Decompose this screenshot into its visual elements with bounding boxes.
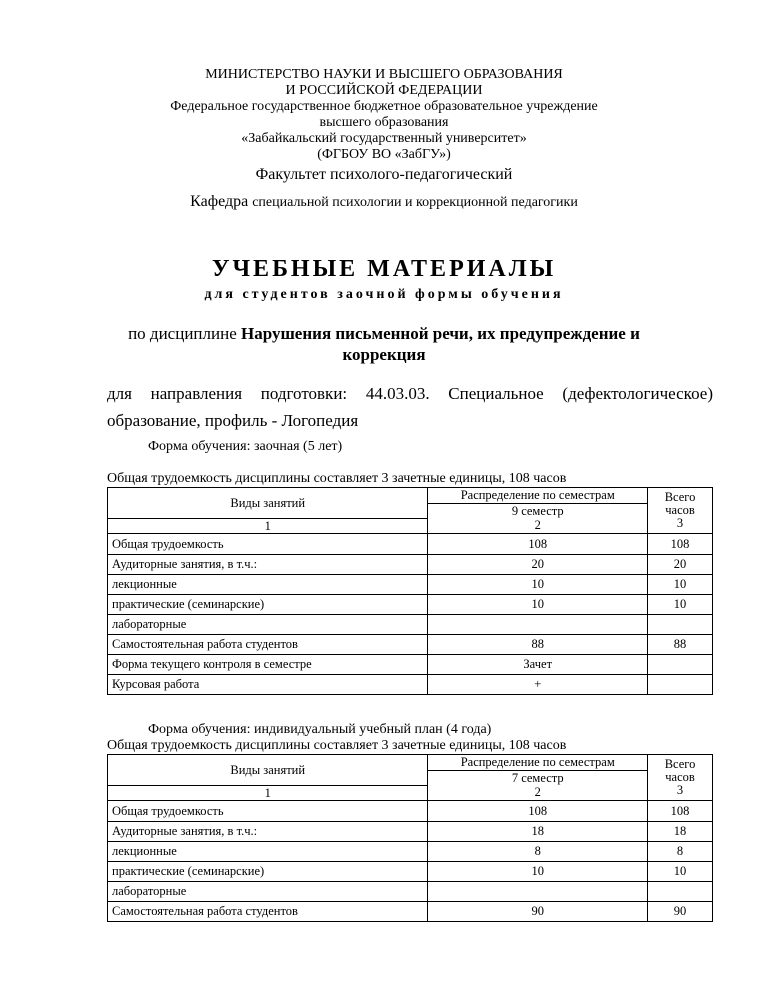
row-total-value: 20 [648, 555, 713, 575]
row-semester-value [428, 882, 648, 902]
total-workload-1: Общая трудоемкость дисциплины составляет 3 зачетные единицы, 108 часов [107, 471, 567, 486]
col-total-hours [648, 755, 713, 801]
discipline-prefix: по дисциплине [128, 324, 237, 343]
ministry-line-2: И РОССИЙСКОЙ ФЕДЕРАЦИИ [285, 83, 483, 98]
col-number-2: 2 [428, 519, 648, 534]
university-name: «Забайкальский государственный университет» [241, 131, 527, 146]
col-number-2: 2 [428, 786, 648, 801]
col-total-hours [648, 488, 713, 534]
col-number-3: 3 [676, 783, 684, 797]
document-title: УЧЕБНЫЕ МАТЕРИАЛЫ [211, 256, 557, 282]
row-total-value: 10 [648, 862, 713, 882]
row-total-value: 108 [648, 534, 713, 555]
row-label: лабораторные [108, 615, 428, 635]
row-semester-value: 10 [428, 862, 648, 882]
discipline-line-2 [0, 344, 768, 365]
document-subtitle: для студентов заочной формы обучения [204, 287, 564, 302]
table-row [108, 534, 713, 555]
row-total-value: 108 [648, 801, 713, 822]
col-activity-types: Виды занятий [108, 755, 428, 786]
row-total-value: 10 [648, 595, 713, 615]
row-semester-value: 10 [428, 575, 648, 595]
row-semester-value: Зачет [428, 655, 648, 675]
discipline-name-part-1: Нарушения письменной речи, их предупреждение и [241, 324, 640, 343]
row-label: Самостоятельная работа студентов [108, 902, 428, 922]
col-semester: 7 семестр [428, 770, 648, 785]
row-total-value [648, 882, 713, 902]
faculty-name: Факультет психолого-педагогический [255, 166, 513, 183]
row-semester-value: 90 [428, 902, 648, 922]
col-total-word: Всего [664, 757, 696, 771]
table-row [108, 822, 713, 842]
row-total-value [648, 675, 713, 695]
table-row [108, 801, 713, 822]
row-semester-value: 108 [428, 801, 648, 822]
row-total-value: 8 [648, 842, 713, 862]
table-row [108, 615, 713, 635]
table-row [108, 902, 713, 922]
row-semester-value: 18 [428, 822, 648, 842]
institution-type-line: Федеральное государственное бюджетное образовательное учреждение [170, 99, 598, 114]
discipline-name-part-2: коррекция [342, 345, 426, 364]
table-row [108, 862, 713, 882]
department-name: специальной психологии и коррекционной педагогики [252, 195, 578, 210]
table-row [108, 635, 713, 655]
col-number-3: 3 [676, 516, 684, 530]
col-number-1: 1 [108, 786, 428, 801]
row-semester-value: 10 [428, 595, 648, 615]
col-total-word: Всего [664, 490, 696, 504]
direction-line-1: для направления подготовки: 44.03.03. Специальное (дефектологическое) [107, 384, 713, 403]
row-label: Аудиторные занятия, в т.ч.: [108, 822, 428, 842]
table-row [108, 882, 713, 902]
hours-table-1 [107, 487, 713, 695]
row-label: лабораторные [108, 882, 428, 902]
row-label: лекционные [108, 575, 428, 595]
row-total-value: 90 [648, 902, 713, 922]
table-number-row [108, 519, 713, 534]
row-label: Курсовая работа [108, 675, 428, 695]
table-header-row [108, 488, 713, 504]
row-label: Форма текущего контроля в семестре [108, 655, 428, 675]
row-label: Общая трудоемкость [108, 801, 428, 822]
col-number-1: 1 [108, 519, 428, 534]
discipline-line-1 [0, 323, 768, 344]
row-semester-value: 8 [428, 842, 648, 862]
table-header-row [108, 755, 713, 771]
table-row [108, 842, 713, 862]
table-row [108, 655, 713, 675]
row-semester-value: 88 [428, 635, 648, 655]
row-label: практические (семинарские) [108, 862, 428, 882]
col-hours-word: часов [665, 503, 695, 517]
col-semester: 9 семестр [428, 503, 648, 518]
row-label: лекционные [108, 842, 428, 862]
row-label: Аудиторные занятия, в т.ч.: [108, 555, 428, 575]
university-abbreviation: (ФГБОУ ВО «ЗабГУ») [317, 147, 451, 162]
row-total-value: 88 [648, 635, 713, 655]
row-label: Самостоятельная работа студентов [108, 635, 428, 655]
hours-table-2 [107, 754, 713, 922]
department-prefix: Кафедра [190, 193, 249, 210]
col-activity-types: Виды занятий [108, 488, 428, 519]
row-total-value [648, 615, 713, 635]
row-total-value [648, 655, 713, 675]
department-line [0, 193, 768, 211]
col-hours-word: часов [665, 770, 695, 784]
row-label: практические (семинарские) [108, 595, 428, 615]
row-total-value: 18 [648, 822, 713, 842]
table-row [108, 675, 713, 695]
ministry-line-1: МИНИСТЕРСТВО НАУКИ И ВЫСШЕГО ОБРАЗОВАНИЯ [205, 67, 563, 82]
row-semester-value: 108 [428, 534, 648, 555]
row-semester-value [428, 615, 648, 635]
col-semester-distribution: Распределение по семестрам [428, 755, 648, 771]
table-row [108, 595, 713, 615]
row-label: Общая трудоемкость [108, 534, 428, 555]
direction-line-2: образование, профиль - Логопедия [107, 411, 359, 430]
row-semester-value: + [428, 675, 648, 695]
table-row [108, 555, 713, 575]
col-semester-distribution: Распределение по семестрам [428, 488, 648, 504]
table-row [108, 575, 713, 595]
education-level-line: высшего образования [319, 115, 449, 130]
study-form-1: Форма обучения: заочная (5 лет) [148, 439, 343, 454]
total-workload-2: Общая трудоемкость дисциплины составляет 3 зачетные единицы, 108 часов [107, 738, 567, 753]
row-total-value: 10 [648, 575, 713, 595]
row-semester-value: 20 [428, 555, 648, 575]
table-number-row [108, 786, 713, 801]
study-form-2: Форма обучения: индивидуальный учебный план (4 года) [148, 722, 492, 737]
